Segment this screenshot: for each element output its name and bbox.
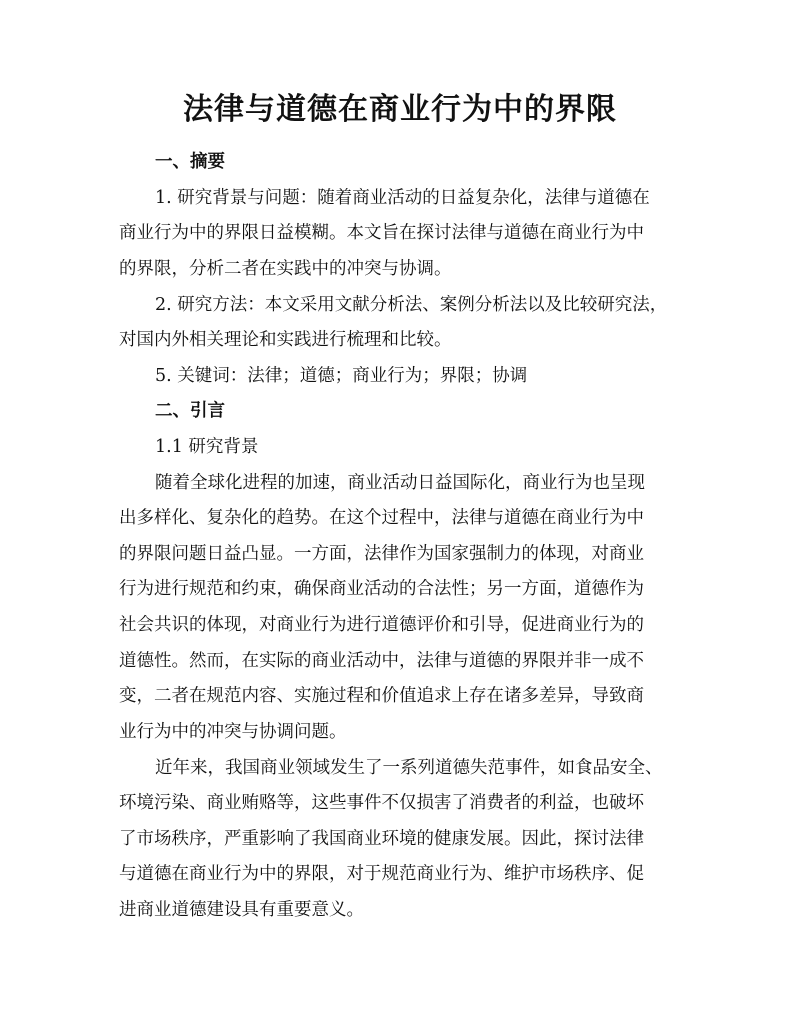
paragraph-line: 变，二者在规范内容、实施过程和价值追求上存在诸多差异，导致商 <box>119 686 644 706</box>
paragraph-line: 近年来，我国商业领域发生了一系列道德失范事件，如食品安全、 <box>155 758 663 778</box>
paragraph-line: 了市场秩序，严重影响了我国商业环境的健康发展。因此，探讨法律 <box>119 829 644 849</box>
paragraph-line: 道德性。然而，在实际的商业活动中，法律与道德的界限并非一成不 <box>119 651 644 671</box>
paragraph-line: 的界限问题日益凸显。一方面，法律作为国家强制力的体现，对商业 <box>119 544 644 564</box>
paragraph-line: 随着全球化进程的加速，商业活动日益国际化，商业行为也呈现 <box>155 473 645 493</box>
paragraph-line: 出多样化、复杂化的趋势。在这个过程中，法律与道德在商业行为中 <box>119 508 644 528</box>
paragraph-line: 业行为中的冲突与协调问题。 <box>119 722 347 742</box>
section-heading-abstract: 一、摘要 <box>155 152 225 172</box>
paragraph-line: 环境污染、商业贿赂等，这些事件不仅损害了消费者的利益，也破坏 <box>119 793 644 813</box>
paragraph-line: 行为进行规范和约束，确保商业活动的合法性；另一方面，道德作为 <box>119 579 644 599</box>
paragraph-line: 对国内外相关理论和实践进行梳理和比较。 <box>119 330 452 350</box>
paragraph-line: 与道德在商业行为中的界限，对于规范商业行为、维护市场秩序、促 <box>119 864 644 884</box>
paragraph-line: 的界限，分析二者在实践中的冲突与协调。 <box>119 259 452 279</box>
keywords-line: 5. 关键词：法律；道德；商业行为；界限；协调 <box>155 366 528 386</box>
paragraph-line: 进商业道德建设具有重要意义。 <box>119 900 364 920</box>
subsection-heading-background: 1.1 研究背景 <box>155 437 259 457</box>
paragraph-line: 1. 研究背景与问题：随着商业活动的日益复杂化，法律与道德在 <box>155 188 650 208</box>
paragraph-line: 2. 研究方法：本文采用文献分析法、案例分析法以及比较研究法， <box>155 295 668 315</box>
document-title: 法律与道德在商业行为中的界限 <box>183 92 617 127</box>
section-heading-introduction: 二、引言 <box>155 401 225 421</box>
paragraph-line: 商业行为中的界限日益模糊。本文旨在探讨法律与道德在商业行为中 <box>119 223 644 243</box>
paragraph-line: 社会共识的体现，对商业行为进行道德评价和引导，促进商业行为的 <box>119 615 644 635</box>
